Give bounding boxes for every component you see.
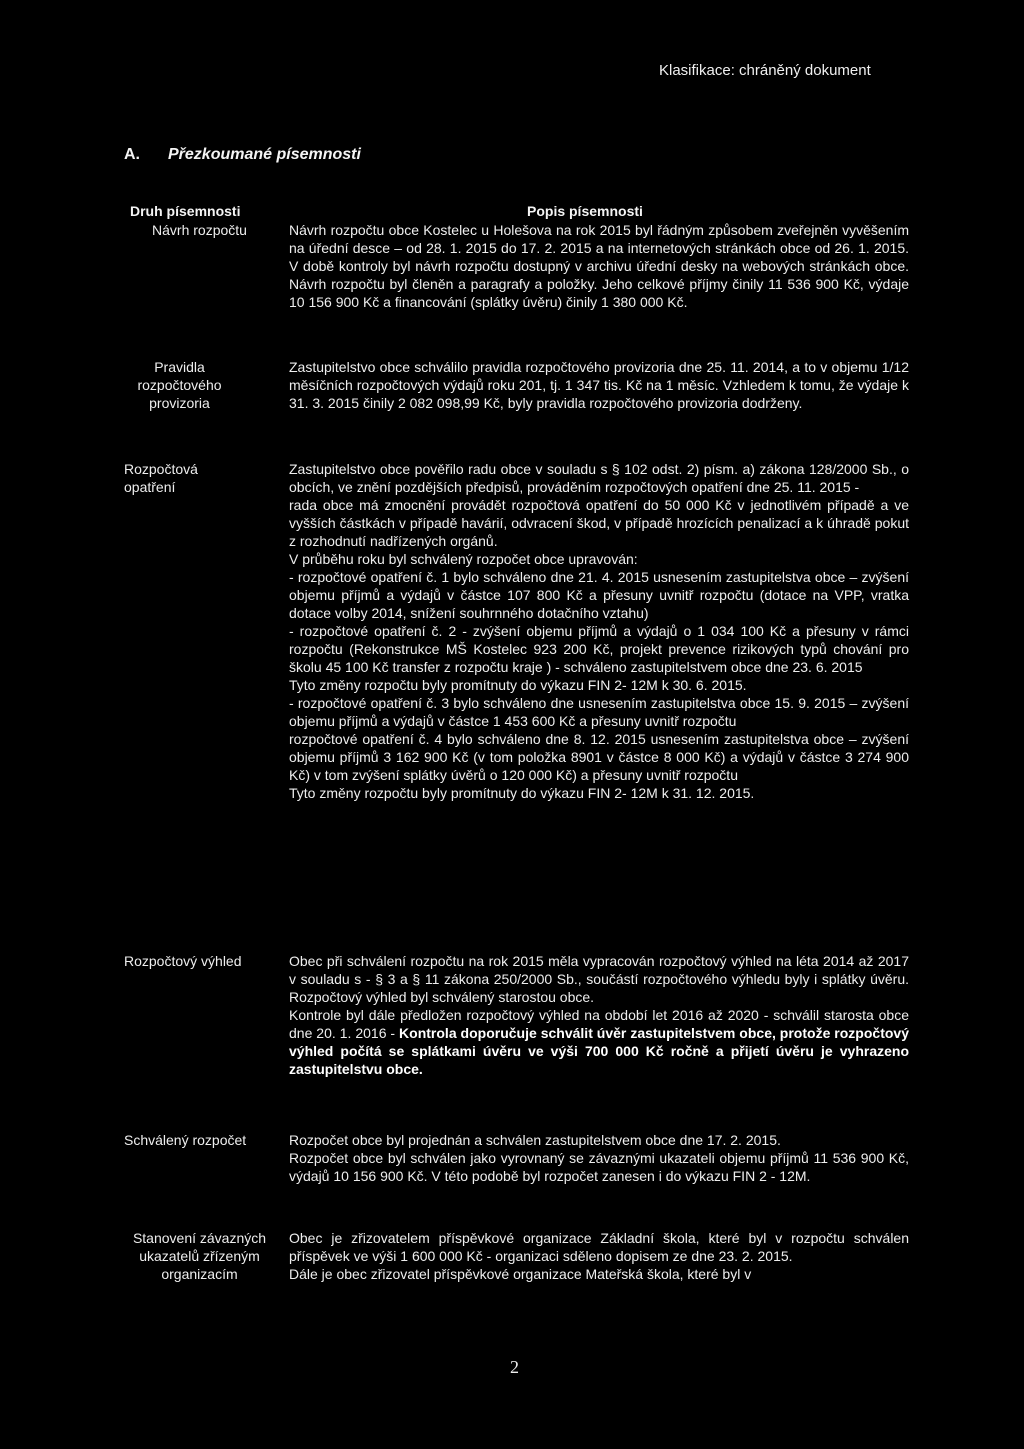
column-header-type: Druh písemnosti bbox=[130, 203, 241, 219]
paragraph bbox=[289, 1006, 909, 1078]
section-title: Přezkoumané písemnosti bbox=[168, 146, 361, 163]
row-label-navrh-rozpoctu: Návrh rozpočtu bbox=[152, 222, 247, 238]
row-label-rozpoctova-opatreni: Rozpočtová opatření bbox=[124, 461, 198, 495]
section-letter: A. bbox=[124, 146, 140, 163]
paragraph: Zastupitelstvo obce schválilo pravidla rozpočtového provizoria dne 25. 11. 2014, a to v objemu 1/12 měsíčních rozpočtových výdajů roku 201, tj. 1 347 tis. Kč na 1 měsíc. Vzhledem k tomu, že výdaje k 31. 3. 2015 činily 2 082 098,99 Kč, byly pravidla rozpočtového provizoria dodrženy. bbox=[289, 359, 909, 411]
paragraph: Obec je zřizovatelem příspěvkové organizace Základní škola, které byl v rozpočtu schválen příspěvek ve výši 1 600 000 Kč - organizaci sděleno dopisem ze dne 23. 2. 2015. bbox=[289, 1230, 909, 1264]
paragraph: Návrh rozpočtu obce Kostelec u Holešova na rok 2015 byl řádným způsobem zveřejněn vyvěšením na úřední desce – od 28. 1. 2015 do 17. 2. 2015 a na internetových stránkách obce od 26. 1. 2015. V době kontroly byl návrh rozpočtu dostupný v archivu úřední desky na webových stránkách obce. Návrh rozpočtu byl členěn a paragrafy a položky. Jeho celkové příjmy činily 11 536 900 Kč, výdaje 10 156 900 Kč a financování (splátky úvěru) činily 1 380 000 Kč. bbox=[289, 222, 909, 310]
paragraph: - rozpočtové opatření č. 1 bylo schváleno dne 21. 4. 2015 usnesením zastupitelstva obce – zvýšení objemu příjmů a výdajů v částce 107 800 Kč a přesuny uvnitř rozpočtu (dotace na VPP, vratka dotace volby 2014, snížení souhrnného dotačního vztahu) bbox=[289, 569, 909, 621]
column-header-description: Popis písemnosti bbox=[527, 203, 643, 219]
paragraph: Tyto změny rozpočtu byly promítnuty do výkazu FIN 2- 12M k 31. 12. 2015. bbox=[289, 785, 755, 801]
paragraph: Dále je obec zřizovatel příspěvkové organizace Mateřská škola, které byl v bbox=[289, 1266, 752, 1282]
paragraph: rozpočtové opatření č. 4 bylo schváleno dne 8. 12. 2015 usnesením zastupitelstva obce – zvýšení objemu příjmů 3 162 900 Kč (v tom položka 8901 v částce 8 000 Kč) a výdajů v částce 3 274 900 Kč) v tom zvýšení splátky úvěrů o 120 000 Kč) a přesuny uvnitř rozpočtu bbox=[289, 731, 909, 783]
row-text-schvaleny-rozpocet bbox=[289, 1131, 909, 1185]
row-label-pravidla-provizoria: Pravidla rozpočtového provizoria bbox=[137, 359, 222, 411]
row-label-rozpoctovy-vyhled: Rozpočtový výhled bbox=[124, 953, 242, 969]
row-text-stanoveni-ukazatelu bbox=[289, 1229, 909, 1283]
paragraph: - rozpočtové opatření č. 3 bylo schváleno dne usnesením zastupitelstva obce 15. 9. 2015 – zvýšení objemu příjmů a výdajů v částce 1 453 600 Kč a přesuny uvnitř rozpočtu bbox=[289, 695, 909, 729]
page-number: 2 bbox=[510, 1357, 519, 1377]
row-text-pravidla-provizoria bbox=[289, 358, 909, 412]
paragraph: - rozpočtové opatření č. 2 - zvýšení objemu příjmů a výdajů o 1 034 100 Kč a přesuny v rámci rozpočtu (Rekonstrukce MŠ Kostelec 923 200 Kč, projekt prevence rizikových typů chování pro školu 45 100 Kč transfer z rozpočtu kraje ) - schváleno zastupitelstvem obce dne 23. 6. 2015 bbox=[289, 623, 909, 675]
section-heading bbox=[124, 146, 361, 164]
row-text-navrh-rozpoctu bbox=[289, 221, 909, 311]
paragraph: rada obce má zmocnění provádět rozpočtová opatření do 50 000 Kč v jednotlivém případě a ve vyšších částkách v případě havárií, odvracení škod, v případě hrozících penalizací a k úhradě pokut z rozhodnutí nadřízených orgánů. bbox=[289, 497, 909, 549]
row-text-rozpoctovy-vyhled bbox=[289, 952, 909, 1078]
row-label-schvaleny-rozpocet: Schválený rozpočet bbox=[124, 1132, 247, 1148]
paragraph: Rozpočet obce byl schválen jako vyrovnaný se závaznými ukazateli objemu příjmů 11 536 900 Kč, výdajů 10 156 900 Kč. V této podobě byl rozpočet zanesen i do výkazu FIN 2 - 12M. bbox=[289, 1150, 909, 1184]
paragraph: Rozpočet obce byl projednán a schválen zastupitelstvem obce dne 17. 2. 2015. bbox=[289, 1132, 781, 1148]
row-label-stanoveni-ukazatelu: Stanovení závazných ukazatelů zřízeným organizacím bbox=[132, 1230, 267, 1282]
classification-label: Klasifikace: chráněný dokument bbox=[659, 62, 871, 79]
text-fragment: Kontrole byl dále předložen rozpočtový výhled na období let 2016 až 2020 - schválil starosta obce dne 20. 1. 2016 - bbox=[289, 1007, 909, 1041]
bold-recommendation: Kontrola doporučuje schválit úvěr zastupitelstvem obce, protože rozpočtový výhled počítá se splátkami úvěru ve výši 700 000 Kč ročně a přijetí úvěru je vyhrazeno zastupitelstvu obce. bbox=[289, 1025, 909, 1077]
paragraph: Zastupitelstvo obce pověřilo radu obce v souladu s § 102 odst. 2) písm. a) zákona 128/2000 Sb., o obcích, ve znění pozdějších předpisů, prováděním rozpočtových opatření dne 25. 11. 2015 - bbox=[289, 461, 909, 495]
paragraph: Obec při schválení rozpočtu na rok 2015 měla vypracován rozpočtový výhled na léta 2014 až 2017 v souladu s - § 3 a § 11 zákona 250/2000 Sb., součástí rozpočtového výhledu byly i splátky úvěru. Rozpočtový výhled byl schválený starostou obce. bbox=[289, 953, 909, 1005]
row-text-rozpoctova-opatreni bbox=[289, 460, 909, 802]
paragraph: V průběhu roku byl schválený rozpočet obce upravován: bbox=[289, 551, 638, 567]
paragraph: Tyto změny rozpočtu byly promítnuty do výkazu FIN 2- 12M k 30. 6. 2015. bbox=[289, 677, 747, 693]
